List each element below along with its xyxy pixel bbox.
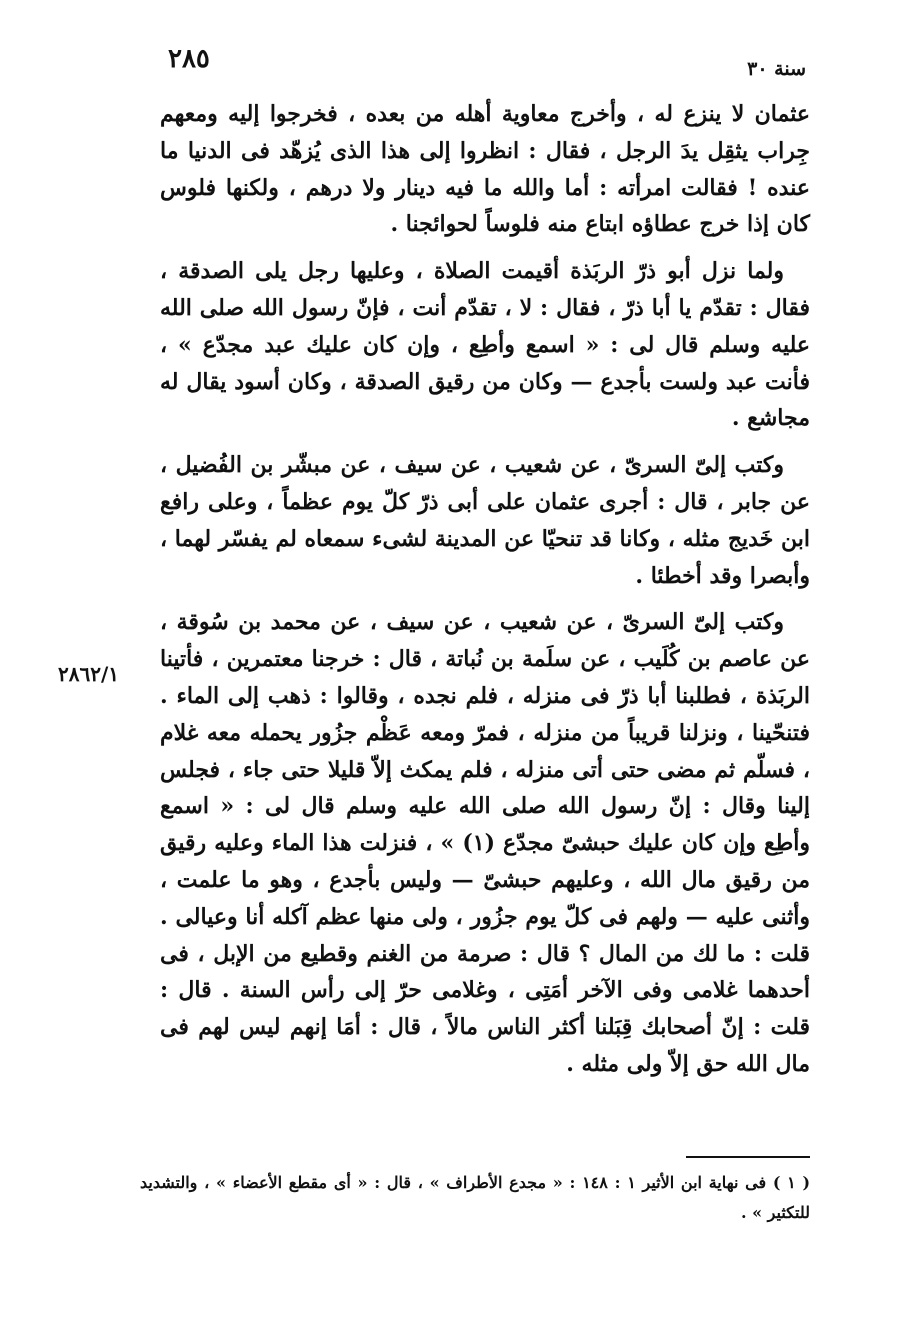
paragraph: عثمان لا ينزع له ، وأخرج معاوية أهله من بعده ، فخرجوا إليه ومعهم جِراب يثقِل يدَ الرجل ، فقال : انظروا إلى هذا الذى يُزهّد فى الدنيا ما عنده ! فقالت امرأته : أما والله ما فيه دينار ولا درهم ، ولكنها فلوس كان إذا خرج عطاؤه ابتاع منه فلوساً لحوائجنا . (160, 101, 810, 238)
paragraph: وكتب إلىّ السرىّ ، عن شعيب ، عن سيف ، عن مبشّر بن الفُضيل ، عن جابر ، قال : أجرى عثمان على أبى ذرّ كلّ يوم عظماً ، وعلى رافع ابن خَديج مثله ، وكانا قد تنحيّا عن المدينة لشىء سمعاه لم يفسّر لهما ، وأبصرا وقد أخطئا . (160, 452, 810, 589)
footnote: ( ١ ) فى نهاية ابن الأثير ١ : ١٤٨ : « مجدع الأطراف » ، قال : « أى مقطع الأعضاء » ، والتشديد للتكثير » . (140, 1173, 811, 1222)
paragraph: وكتب إلىّ السرىّ ، عن شعيب ، عن سيف ، عن محمد بن سُوقة ، عن عاصم بن كُلَيب ، عن سلَمة بن نُباتة ، قال : خرجنا معتمرين ، فأتينا الربَذة ، فطلبنا أبا ذرّ فى منزله ، فلم نجده ، وقالوا : ذهب إلى الماء . فتنحّينا ، ونزلنا قريباً من منزله ، فمرّ ومعه عَظْم جزُور يحمله معه غلام ، فسلّم ثم مضى حتى أتى منزله ، فلم يمكث إلاّ قليلا حتى جاء ، فجلس إلينا وقال : إنّ رسول الله صلى الله عليه وسلم قال لى : « اسمع وأطِع وإن كان عليك حبشىّ مجدّع (١) » ، فنزلت هذا الماء وعليه رقيق من رقيق مال الله ، وعليهم حبشىّ — وليس بأجدع ، وهو ما علمت ، وأثنى عليه — ولهم فى كلّ يوم جزُور ، ولى منها عظم آكله أنا وعيالى . قلت : ما لك من المال ؟ قال : صرمة من الغنم وقطيع من الإبل ، فى أحدهما غلامى وفى الآخر أمَتِى ، وغلامى حرّ إلى رأس السنة . قال : قلت : إنّ أصحابك قِبَلنا أكثر الناس مالاً ، قال : أمَا إنهم ليس لهم فى مال الله حق إلاّ ولى مثله . (160, 609, 811, 1077)
main-text (160, 96, 810, 1093)
page-number: ٢٨٥ (168, 44, 210, 74)
footnote-divider (686, 1156, 810, 1158)
running-head: سنة ٣٠ (747, 58, 806, 80)
paragraph: ولما نزل أبو ذرّ الربَذة أقيمت الصلاة ، وعليها رجل يلى الصدقة ، فقال : تقدّم يا أبا ذرّ ، فقال : لا ، تقدّم أنت ، فإنّ رسول الله صلى الله عليه وسلم قال لى : « اسمع وأطِع ، وإن كان عليك عبد مجدّع » ، فأنت عبد ولست بأجدع — وكان من رقيق الصدقة ، وكان أسود يقال له مجاشع . (160, 258, 810, 432)
marginal-reference: ٢٨٦٢/١ (58, 662, 120, 686)
